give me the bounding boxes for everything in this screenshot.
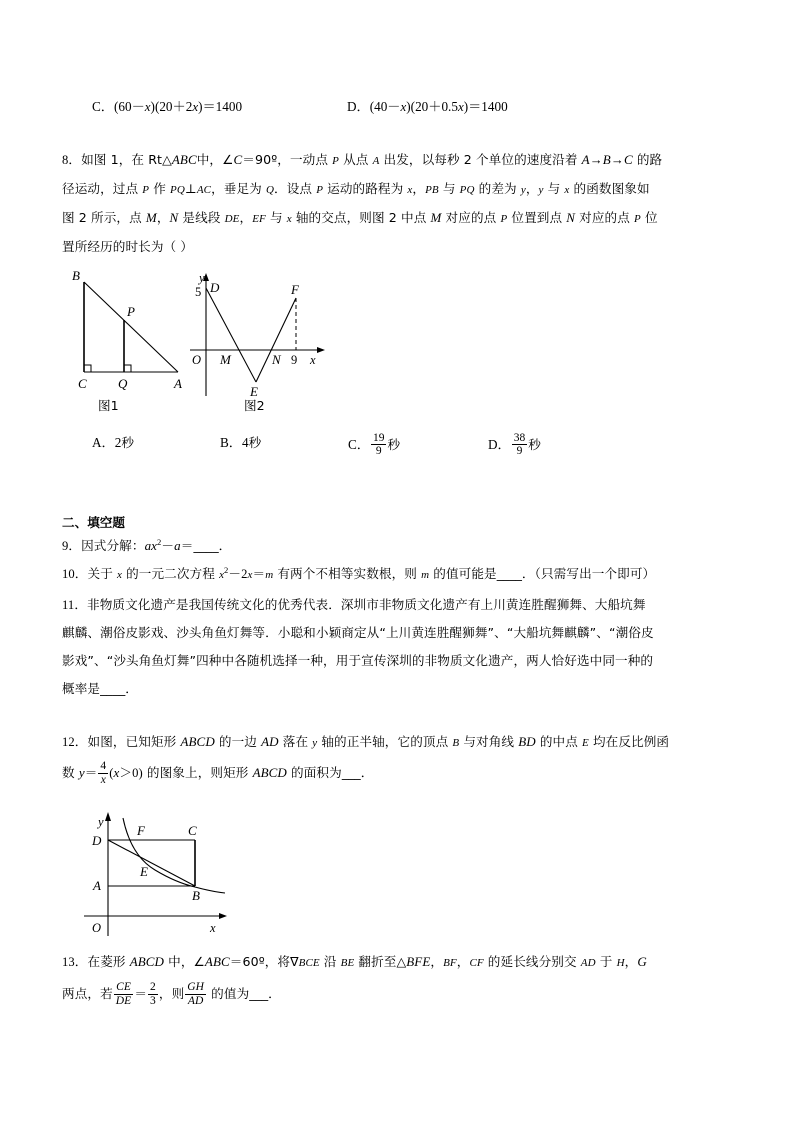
- q8-l3-p: P: [500, 213, 508, 225]
- figure-3-svg: [70, 808, 310, 940]
- q13-l1-angle: ABC: [204, 954, 230, 969]
- section-2-heading: 二、填空题: [62, 515, 125, 530]
- q8-l2-x: x: [407, 184, 413, 196]
- q8-l3-ef: EF: [252, 213, 266, 225]
- q13-l1i: 于: [595, 954, 617, 969]
- q8-l3c: 是线段: [178, 210, 225, 225]
- q13-l1-be: BE: [340, 957, 355, 969]
- q12-l1-ad: AD: [261, 734, 279, 749]
- q8-option-a: [92, 432, 134, 451]
- figure-2-label-5: 5: [195, 285, 202, 299]
- q8-l2a: 径运动，过点: [62, 181, 143, 196]
- q12-l1a: 如图，已知矩形: [87, 734, 181, 749]
- q8-l2f: ，: [412, 181, 426, 196]
- figure-2-caption: 图2: [244, 398, 265, 413]
- figure-3-label-B: B: [192, 888, 200, 903]
- figure-2-label-y-axis: y: [199, 271, 205, 285]
- q9-expr-x: x: [151, 538, 158, 553]
- q12: [62, 728, 742, 789]
- q10-var-x: x: [117, 569, 122, 581]
- q8-l3h: 位置到点: [507, 210, 567, 225]
- q8-l2d: ．设点: [274, 181, 317, 196]
- q12-line-2: [62, 757, 742, 789]
- q13-fraction-2-3: [148, 981, 158, 1007]
- q8-option-b-unit: 秒: [248, 435, 262, 450]
- q8-line-4: 置所经历的时长为（ ）: [62, 239, 194, 254]
- q12-l1e: 与对角线: [459, 734, 519, 749]
- q8-l3-de: DE: [224, 213, 240, 225]
- q13-l1-H: H: [616, 957, 625, 969]
- q12-l2-eq: ＝: [84, 766, 98, 780]
- q12-answer-blank[interactable]: ___: [341, 765, 361, 780]
- q8-l2-p2: P: [316, 184, 324, 196]
- q13-frac1-denominator: DE: [115, 994, 132, 1007]
- figure-3-label-F: F: [137, 823, 145, 838]
- q11-l4b: ．: [125, 681, 138, 696]
- q9: [62, 532, 734, 560]
- q8-l3-x: x: [286, 213, 292, 225]
- q7-option-d-label: D．: [347, 99, 370, 114]
- q13-l2c: 的值为: [207, 986, 250, 1001]
- q10-expr-x: x: [219, 569, 225, 581]
- q7-option-c-mid: )(20＋2: [150, 99, 193, 114]
- q8-l1d: ＝90º，一动点: [242, 152, 333, 167]
- q10-expr-sup: 2: [224, 564, 229, 575]
- figure-3-label-y-axis: y: [98, 815, 104, 829]
- q13-l1e: 翻折至△: [354, 954, 407, 969]
- q10-number: 10．: [62, 567, 88, 581]
- q12-l2e: 的面积为: [286, 765, 342, 780]
- q7-option-c-tail: )＝1400: [198, 99, 243, 114]
- q10-expr-mid: －2: [228, 567, 248, 581]
- figure-2-svg: [186, 268, 336, 400]
- q8-line-3: [62, 204, 734, 233]
- q8-l2k: 的函数图象如: [569, 181, 650, 196]
- q8-option-c-unit: 秒: [387, 436, 401, 452]
- q13-frac2-numerator: 2: [150, 981, 156, 994]
- q8-l2-y: y: [520, 184, 526, 196]
- q11-answer-blank[interactable]: ____: [100, 681, 126, 696]
- q9-expr-sup: 2: [157, 536, 162, 547]
- q8-l3-m: M: [145, 210, 157, 225]
- figure-2-label-x-axis: x: [310, 353, 316, 367]
- q12-l2f: ．: [360, 765, 374, 780]
- q13-l1a: 在菱形: [87, 954, 130, 969]
- q8-option-d-numerator: 38: [513, 432, 526, 444]
- q9-answer-blank[interactable]: ____: [193, 538, 219, 553]
- q8-l3-p2: P: [634, 213, 641, 225]
- q13-line-1: [62, 948, 742, 977]
- q8-l2-pq2: PQ: [459, 184, 475, 196]
- q12-l1d: 轴的正半轴，它的顶点: [317, 734, 453, 749]
- q8-l1e: 从点: [338, 152, 373, 167]
- q8-l2-pb: PB: [425, 184, 439, 196]
- q9-expr-minus: －: [161, 539, 175, 553]
- q8-option-d-label: D．: [488, 436, 511, 452]
- q8-l2c: ，垂足为: [211, 181, 266, 196]
- q13-l2d: ．: [268, 986, 281, 1001]
- figure-3-label-O: O: [92, 921, 102, 935]
- q8-option-d-fraction: [512, 432, 528, 458]
- figure-2: [186, 268, 336, 413]
- q7-option-d-expr-open: (40－: [369, 99, 401, 114]
- q8-l2-ac: AC: [196, 184, 212, 196]
- figure-3-label-A: A: [93, 878, 101, 893]
- figure-1-label-B: B: [72, 268, 80, 283]
- q10-expr-eq: ＝: [252, 567, 266, 581]
- q12-l2-x: x: [113, 765, 120, 780]
- q10-expr-m: m: [265, 569, 274, 581]
- q8-l3-n: N: [169, 210, 179, 225]
- q11-l1: 非物质文化遗产是我国传统文化的优秀代表．深圳市非物质文化遗产有上川黄连胜醒狮舞、大船坑舞: [87, 597, 646, 612]
- q8-l3-m2: M: [430, 210, 442, 225]
- q13-l2b: ，则: [158, 986, 185, 1001]
- q12-l1-abcd: ABCD: [180, 734, 215, 749]
- figure-2-label-E: E: [250, 384, 258, 399]
- q8-option-d: [488, 432, 541, 458]
- q12-l2b: (: [109, 766, 114, 780]
- q8-option-c-numerator: 19: [372, 432, 385, 444]
- q12-number: 12．: [62, 735, 88, 749]
- q9-expr-a2: a: [174, 538, 181, 553]
- figure-1-label-Q: Q: [118, 376, 128, 391]
- q12-l1-bd: BD: [518, 734, 536, 749]
- q8-l1-p: P: [332, 155, 339, 167]
- q10-text-a: 关于: [87, 566, 117, 581]
- q8-l3-n2: N: [566, 210, 576, 225]
- q13-l1-abcd: ABCD: [129, 954, 165, 969]
- q8-l2-y2: y: [538, 184, 544, 196]
- q13-frac2-denominator: 3: [150, 994, 156, 1007]
- q7-option-c: [92, 96, 242, 115]
- q8-number: 8．: [62, 153, 82, 167]
- q7-option-c-expr-open: (60－: [113, 99, 145, 114]
- q11-number: 11．: [62, 598, 88, 612]
- q13-frac3-numerator: GH: [187, 981, 205, 994]
- q8-l1-path: A→B→C: [581, 152, 633, 167]
- figure-3-label-x-axis: x: [210, 921, 216, 935]
- q10-answer-blank[interactable]: ____: [496, 566, 522, 581]
- q12-l2a: 数: [62, 765, 79, 780]
- q11-line-1: [62, 591, 737, 619]
- q8-option-c: [348, 432, 400, 458]
- q13-l1-bfe: BFE: [406, 954, 431, 969]
- q13-l1h: 的延长线分别交: [483, 954, 581, 969]
- q13-l1j: ，: [624, 954, 638, 969]
- q8-l2j: 与: [543, 181, 565, 196]
- q13-fraction-ce-de: [114, 981, 134, 1007]
- q7-option-c-var2: x: [192, 99, 199, 114]
- q12-l2-abcd: ABCD: [252, 765, 287, 780]
- q13-l1-G: G: [637, 954, 647, 969]
- q12-l2-y: y: [78, 765, 85, 780]
- q12-l2d: 的图象上，则矩形: [142, 765, 253, 780]
- figure-2-label-N: N: [272, 352, 281, 367]
- q8-option-d-denominator: 9: [512, 444, 528, 457]
- q13-frac3-denominator: AD: [185, 994, 206, 1007]
- q12-l1c: 落在: [278, 734, 313, 749]
- q8-l3g: 对应的点: [441, 210, 501, 225]
- figure-3-label-E: E: [140, 864, 148, 879]
- q11-l4a: 概率是: [62, 681, 101, 696]
- q13-l1b: 中，∠: [164, 954, 205, 969]
- figure-2-label-O: O: [192, 353, 202, 367]
- q8-l3e: 与: [265, 210, 287, 225]
- q13: [62, 948, 742, 1011]
- q12-frac-denominator: x: [98, 773, 108, 786]
- q12-l1f: 的中点: [535, 734, 583, 749]
- figure-2-label-M: M: [220, 352, 231, 367]
- q13-fraction-gh-ad: [185, 981, 206, 1007]
- figure-3: [70, 808, 310, 940]
- q7-option-d: [347, 96, 508, 115]
- figure-2-label-9: 9: [291, 353, 298, 367]
- q8-l2e: 运动的路程为: [323, 181, 408, 196]
- figure-1-caption: 图1: [98, 398, 119, 413]
- q7-option-d-var1: x: [400, 99, 407, 114]
- q10-text-e: ．（只需写出一个即可）: [521, 566, 656, 581]
- q12-fraction: [98, 760, 108, 786]
- q8-option-a-unit: 秒: [121, 435, 134, 450]
- q12-l2c: ＞0): [119, 766, 143, 780]
- q8-l2-x2: x: [564, 184, 570, 196]
- q8-option-a-label: A．: [92, 435, 115, 450]
- q13-l1-bf: BF: [443, 957, 457, 969]
- q13-frac1-numerator: CE: [116, 981, 131, 994]
- q8-option-b: [220, 432, 261, 451]
- q8-l2-p: P: [142, 184, 150, 196]
- q13-l2a: 两点，若: [62, 986, 113, 1001]
- q8-l2g: 与: [438, 181, 460, 196]
- q8-l1g: 的路: [632, 152, 663, 167]
- q11: [62, 591, 737, 703]
- q7-option-d-mid: )(20＋0.5: [406, 99, 458, 114]
- q8-option-c-fraction: [371, 432, 387, 458]
- q11-line-2: 麒麟、潮俗皮影戏、沙头角鱼灯舞等．小聪和小颖商定从“上川黄连胜醒狮舞”、“大船坑舞麒麟”、“潮俗皮: [62, 625, 654, 640]
- q13-line-2: [62, 977, 742, 1011]
- q8-l2h: 的差为: [474, 181, 521, 196]
- q10-var-m: m: [421, 569, 430, 581]
- q13-l1c: ＝60º，将∇: [229, 954, 299, 969]
- q8-l3a: 图 2 所示，点: [62, 210, 146, 225]
- q13-l1-ad: AD: [580, 957, 596, 969]
- q8-option-d-unit: 秒: [528, 436, 541, 452]
- q9-text-a: 因式分解：: [81, 538, 145, 553]
- figure-1-label-P: P: [127, 304, 135, 319]
- q8-l3i: 对应的点: [575, 210, 635, 225]
- q10: [62, 560, 752, 589]
- q7-option-c-var1: x: [144, 99, 151, 114]
- q8-l2-pq: PQ: [170, 184, 185, 196]
- q11-line-3: 影戏”、“沙头角鱼灯舞”四种中各随机选择一种，用于宣传深圳的非物质文化遗产，两人恰好选中同一种的: [62, 653, 654, 668]
- q8-l1a: 如图 1，在 Rt△: [81, 152, 172, 167]
- q8-l1-c: C: [233, 152, 243, 167]
- figure-1-label-C: C: [78, 376, 87, 391]
- q13-l1-cf: CF: [469, 957, 484, 969]
- figure-1-svg: [66, 268, 192, 400]
- q7-option-d-var2: x: [457, 99, 464, 114]
- q13-l1d: 沿: [319, 954, 341, 969]
- q10-expr-x2: x: [247, 569, 253, 581]
- q13-l1f: ，: [430, 954, 444, 969]
- q8-option-a-value: 2: [114, 435, 122, 450]
- q13-l1-bce: BCE: [298, 957, 320, 969]
- q8-l1b: 中，∠: [196, 152, 234, 167]
- q7-option-d-tail: )＝1400: [463, 99, 508, 114]
- q8-line-1: [62, 146, 734, 175]
- figure-3-label-C: C: [188, 823, 197, 838]
- figure-1: [66, 268, 192, 413]
- q8-l2b: 作: [149, 181, 170, 196]
- q8-l2i: ，: [525, 181, 539, 196]
- q8-l3d: ，: [239, 210, 253, 225]
- q8-l3j: 位: [640, 210, 658, 225]
- q7-option-c-label: C．: [92, 99, 114, 114]
- q9-expr-a: a: [144, 538, 152, 553]
- q12-l1-E: E: [582, 737, 589, 749]
- q8-l3b: ，: [156, 210, 170, 225]
- q8-l2-perp: ⊥: [184, 182, 197, 196]
- q9-expr-eq: ＝: [180, 539, 194, 553]
- q9-number: 9．: [62, 539, 82, 553]
- q8-option-c-label: C．: [348, 436, 370, 452]
- q10-text-c: 有两个不相等实数根，则: [273, 566, 422, 581]
- q8-option-b-label: B．: [220, 435, 242, 450]
- q9-period: ．: [218, 538, 232, 553]
- q12-line-1: [62, 728, 742, 757]
- q8-stem: [62, 146, 734, 261]
- q13-l2-eq: ＝: [134, 987, 148, 1001]
- q12-l1g: 均在反比例函: [588, 734, 670, 749]
- q13-number: 13．: [62, 955, 88, 969]
- figure-1-label-A: A: [174, 376, 182, 391]
- figure-3-label-D: D: [92, 833, 102, 848]
- q13-answer-blank[interactable]: ___: [249, 986, 269, 1001]
- q10-text-d: 的值可能是: [429, 566, 497, 581]
- q8-l1-a2: A: [372, 155, 380, 167]
- q12-l1b: 的一边: [214, 734, 262, 749]
- figure-2-label-D: D: [210, 280, 220, 295]
- q13-l1g: ，: [456, 954, 470, 969]
- q12-l1-y: y: [312, 737, 318, 749]
- q8-line-2: [62, 175, 734, 204]
- q8-option-b-value: 4: [241, 435, 249, 450]
- q12-l1-B: B: [452, 737, 460, 749]
- q8-l3f: 轴的交点，则图 2 中点: [291, 210, 431, 225]
- q8-l2-q: Q: [265, 184, 275, 196]
- q12-frac-numerator: 4: [100, 760, 107, 773]
- q8-l1f: 出发，以每秒 2 个单位的速度沿着: [379, 152, 582, 167]
- figure-2-label-F: F: [291, 282, 299, 297]
- q10-text-b: 的一元二次方程: [121, 566, 220, 581]
- q8-l1-abc: ABC: [171, 152, 197, 167]
- q11-line-4: [62, 675, 737, 703]
- q8-option-c-denominator: 9: [371, 444, 387, 457]
